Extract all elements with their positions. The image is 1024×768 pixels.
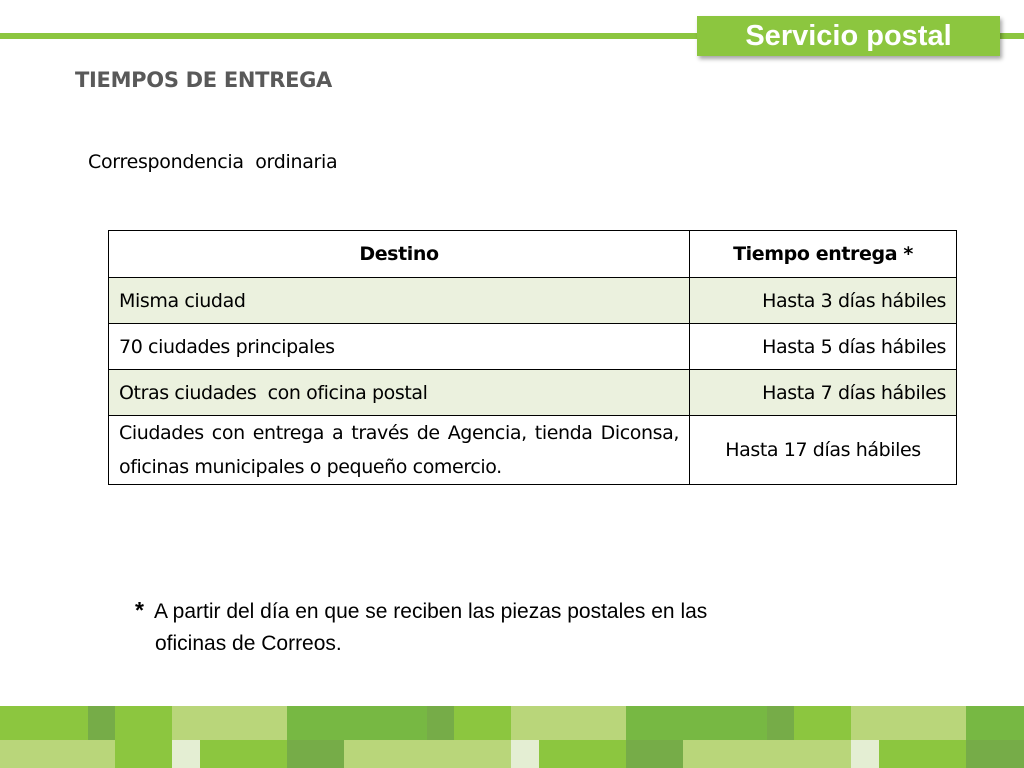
mosaic-tile	[0, 706, 88, 740]
mosaic-tile	[626, 740, 683, 768]
mosaic-tile	[539, 740, 626, 768]
cell-destino: 70 ciudades principales	[109, 324, 690, 370]
table-row	[109, 324, 957, 370]
mosaic-tile	[200, 740, 287, 768]
subtitle: Correspondencia ordinaria	[88, 151, 338, 173]
footnote-marker: *	[135, 597, 144, 623]
table-row	[109, 370, 957, 416]
mosaic-tile	[966, 706, 1024, 740]
mosaic-tile	[851, 740, 879, 768]
mosaic-tile	[851, 706, 966, 740]
cell-destino: Ciudades con entrega a través de Agencia, tienda Diconsa, oficinas municipales o pequeño comercio.	[109, 416, 690, 485]
table-header-row	[109, 231, 957, 278]
table-row	[109, 416, 957, 485]
column-header-tiempo: Tiempo entrega *	[690, 231, 957, 278]
mosaic-tile	[172, 740, 200, 768]
footnote-line-1: A partir del día en que se reciben las piezas postales en las	[153, 600, 708, 623]
mosaic-tile	[344, 740, 511, 768]
decorative-mosaic-band	[0, 706, 1024, 768]
delivery-times-table	[108, 230, 957, 485]
mosaic-tile	[454, 706, 511, 740]
page-title: TIEMPOS DE ENTREGA	[75, 68, 332, 92]
mosaic-tile	[0, 740, 115, 768]
cell-destino: Otras ciudades con oficina postal	[109, 370, 690, 416]
cell-tiempo: Hasta 3 días hábiles	[690, 278, 957, 324]
mosaic-tile	[966, 740, 1024, 768]
cell-tiempo: Hasta 7 días hábiles	[690, 370, 957, 416]
mosaic-tile	[287, 740, 344, 768]
mosaic-tile	[511, 706, 626, 740]
cell-destino: Misma ciudad	[109, 278, 690, 324]
mosaic-tile	[683, 740, 851, 768]
mosaic-tile	[511, 740, 539, 768]
mosaic-tile	[88, 706, 115, 740]
table-row	[109, 278, 957, 324]
mosaic-tile	[172, 706, 287, 740]
mosaic-tile	[767, 706, 794, 740]
mosaic-tile	[427, 706, 454, 740]
mosaic-tile	[287, 706, 427, 740]
mosaic-tile	[626, 706, 767, 740]
mosaic-tile	[879, 740, 966, 768]
column-header-destino: Destino	[109, 231, 690, 278]
mosaic-tile	[115, 706, 172, 740]
section-badge: Servicio postal	[697, 16, 1000, 56]
footnote-line-2: oficinas de Correos.	[155, 632, 342, 655]
cell-tiempo: Hasta 17 días hábiles	[690, 416, 957, 485]
mosaic-tile	[794, 706, 851, 740]
footnote	[135, 594, 855, 660]
cell-tiempo: Hasta 5 días hábiles	[690, 324, 957, 370]
mosaic-tile	[115, 740, 172, 768]
